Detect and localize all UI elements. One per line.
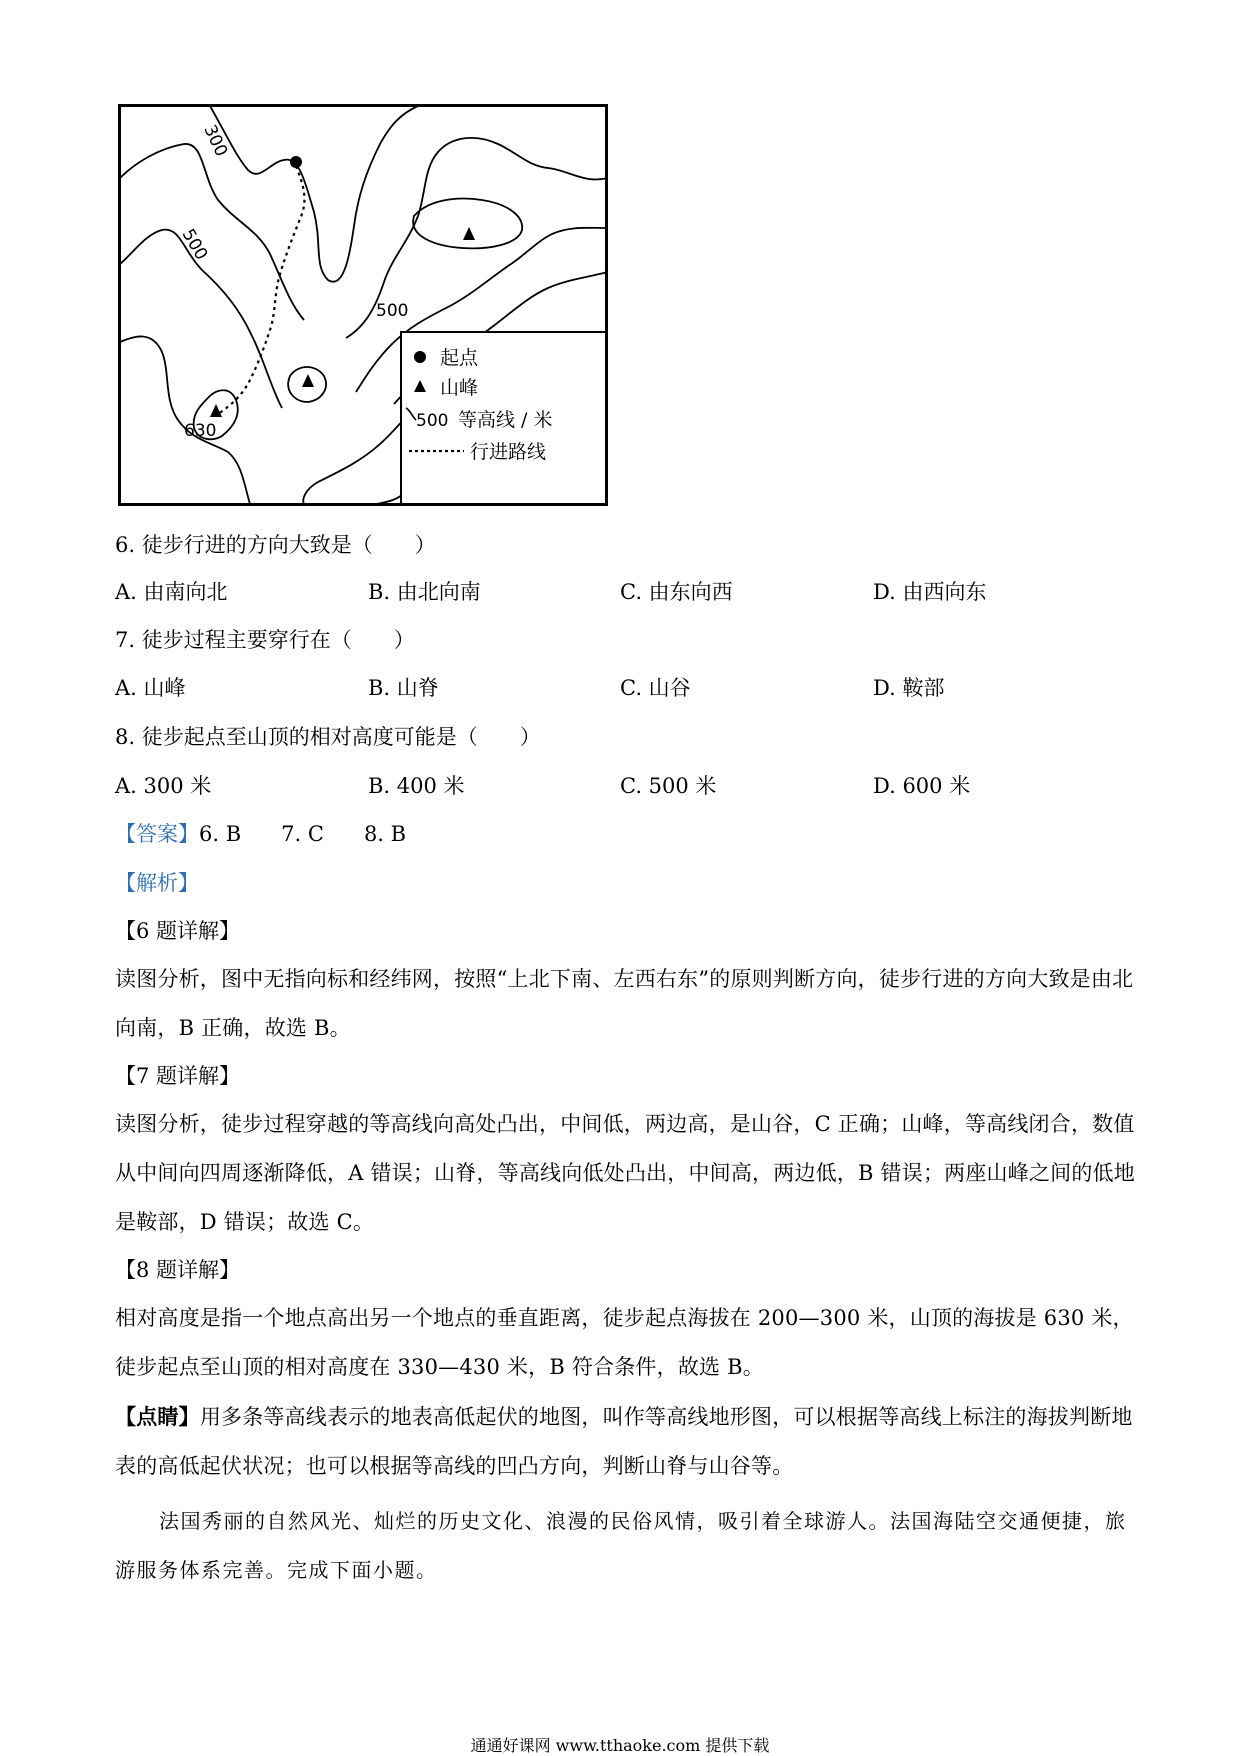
q7-option-a: A. 山峰 bbox=[115, 676, 186, 700]
answer-8: 8. B bbox=[363, 822, 407, 846]
q7-option-b: B. 山脊 bbox=[368, 676, 439, 700]
q8-option-d: D. 600 米 bbox=[873, 774, 971, 798]
map-legend bbox=[401, 332, 606, 504]
q6-option-c: C. 由东向西 bbox=[620, 580, 733, 604]
answer-6: 6. B bbox=[199, 822, 242, 846]
legend-contour-value: 500 bbox=[416, 411, 449, 431]
question-7-stem: 7. 徒步过程主要穿行在（ ） bbox=[115, 628, 415, 652]
q6-option-b: B. 由北向南 bbox=[368, 580, 481, 604]
answer-line bbox=[115, 819, 406, 849]
detail-8-title: 【8 题详解】 bbox=[115, 1258, 241, 1282]
answer-7: 7. C bbox=[281, 822, 324, 846]
detail-8-text: 相对高度是指一个地点高出另一个地点的垂直距离，徒步起点海拔在 200—300 米，山顶的海拔是 630 米，徒步起点至山顶的相对高度在 330—430 米，B 符合条件，故选 B。 bbox=[115, 1306, 1134, 1379]
q6-option-a: A. 由南向北 bbox=[115, 580, 228, 604]
contour-label-630: 630 bbox=[184, 421, 217, 441]
q6-option-d: D. 由西向东 bbox=[873, 580, 987, 604]
legend-peak-label: 山峰 bbox=[440, 377, 479, 399]
q8-option-a: A. 300 米 bbox=[115, 774, 212, 798]
q7-option-c: C. 山谷 bbox=[620, 676, 691, 700]
analysis-label: 【解析】 bbox=[115, 871, 199, 895]
q7-option-d: D. 鞍部 bbox=[873, 676, 945, 700]
page-footer: 通通好课网 www.tthaoke.com 提供下载 bbox=[470, 1736, 770, 1755]
contour-label-300: 300 bbox=[199, 121, 232, 160]
legend-contour-label: 等高线 / 米 bbox=[458, 409, 553, 431]
contour-map bbox=[118, 104, 608, 506]
next-section-intro: 法国秀丽的自然风光、灿烂的历史文化、浪漫的民俗风情，吸引着全球游人。法国海陆空交通便捷，旅游服务体系完善。完成下面小题。 bbox=[115, 1509, 1127, 1582]
detail-7-text: 读图分析，徒步过程穿越的等高线向高处凸出，中间低，两边高，是山谷，C 正确；山峰，等高线闭合，数值从中间向四周逐渐降低，A 错误；山脊，等高线向低处凸出，中间高，两边低，B 错误；两座山峰之间的低地是鞍部，D 错误；故选 C。 bbox=[115, 1112, 1135, 1234]
answer-label: 【答案】 bbox=[115, 822, 199, 846]
detail-6-text: 读图分析，图中无指向标和经纬网，按照“上北下南、左西右东”的原则判断方向，徒步行进的方向大致是由北向南，B 正确，故选 B。 bbox=[115, 967, 1134, 1040]
tip-block bbox=[115, 1392, 1135, 1491]
q8-option-c: C. 500 米 bbox=[620, 774, 717, 798]
legend-start-icon bbox=[414, 351, 426, 363]
detail-7-title: 【7 题详解】 bbox=[115, 1064, 241, 1088]
start-point bbox=[290, 156, 302, 168]
legend-start-label: 起点 bbox=[440, 347, 479, 369]
contour-label-500-right: 500 bbox=[376, 301, 409, 321]
q8-option-b: B. 400 米 bbox=[368, 774, 465, 798]
legend-route-label: 行进路线 bbox=[470, 441, 547, 463]
question-8-stem: 8. 徒步起点至山顶的相对高度可能是（ ） bbox=[115, 725, 541, 749]
tip-text: 用多条等高线表示的地表高低起伏的地图，叫作等高线地形图，可以根据等高线上标注的海拔判断地表的高低起伏状况；也可以根据等高线的凹凸方向，判断山脊与山谷等。 bbox=[115, 1405, 1133, 1478]
contour-map-figure bbox=[118, 104, 608, 506]
question-6-stem: 6. 徒步行进的方向大致是（ ） bbox=[115, 533, 436, 557]
tip-label: 【点睛】 bbox=[115, 1404, 200, 1429]
detail-6-title: 【6 题详解】 bbox=[115, 919, 241, 943]
contour-label-500-left: 500 bbox=[177, 225, 212, 264]
